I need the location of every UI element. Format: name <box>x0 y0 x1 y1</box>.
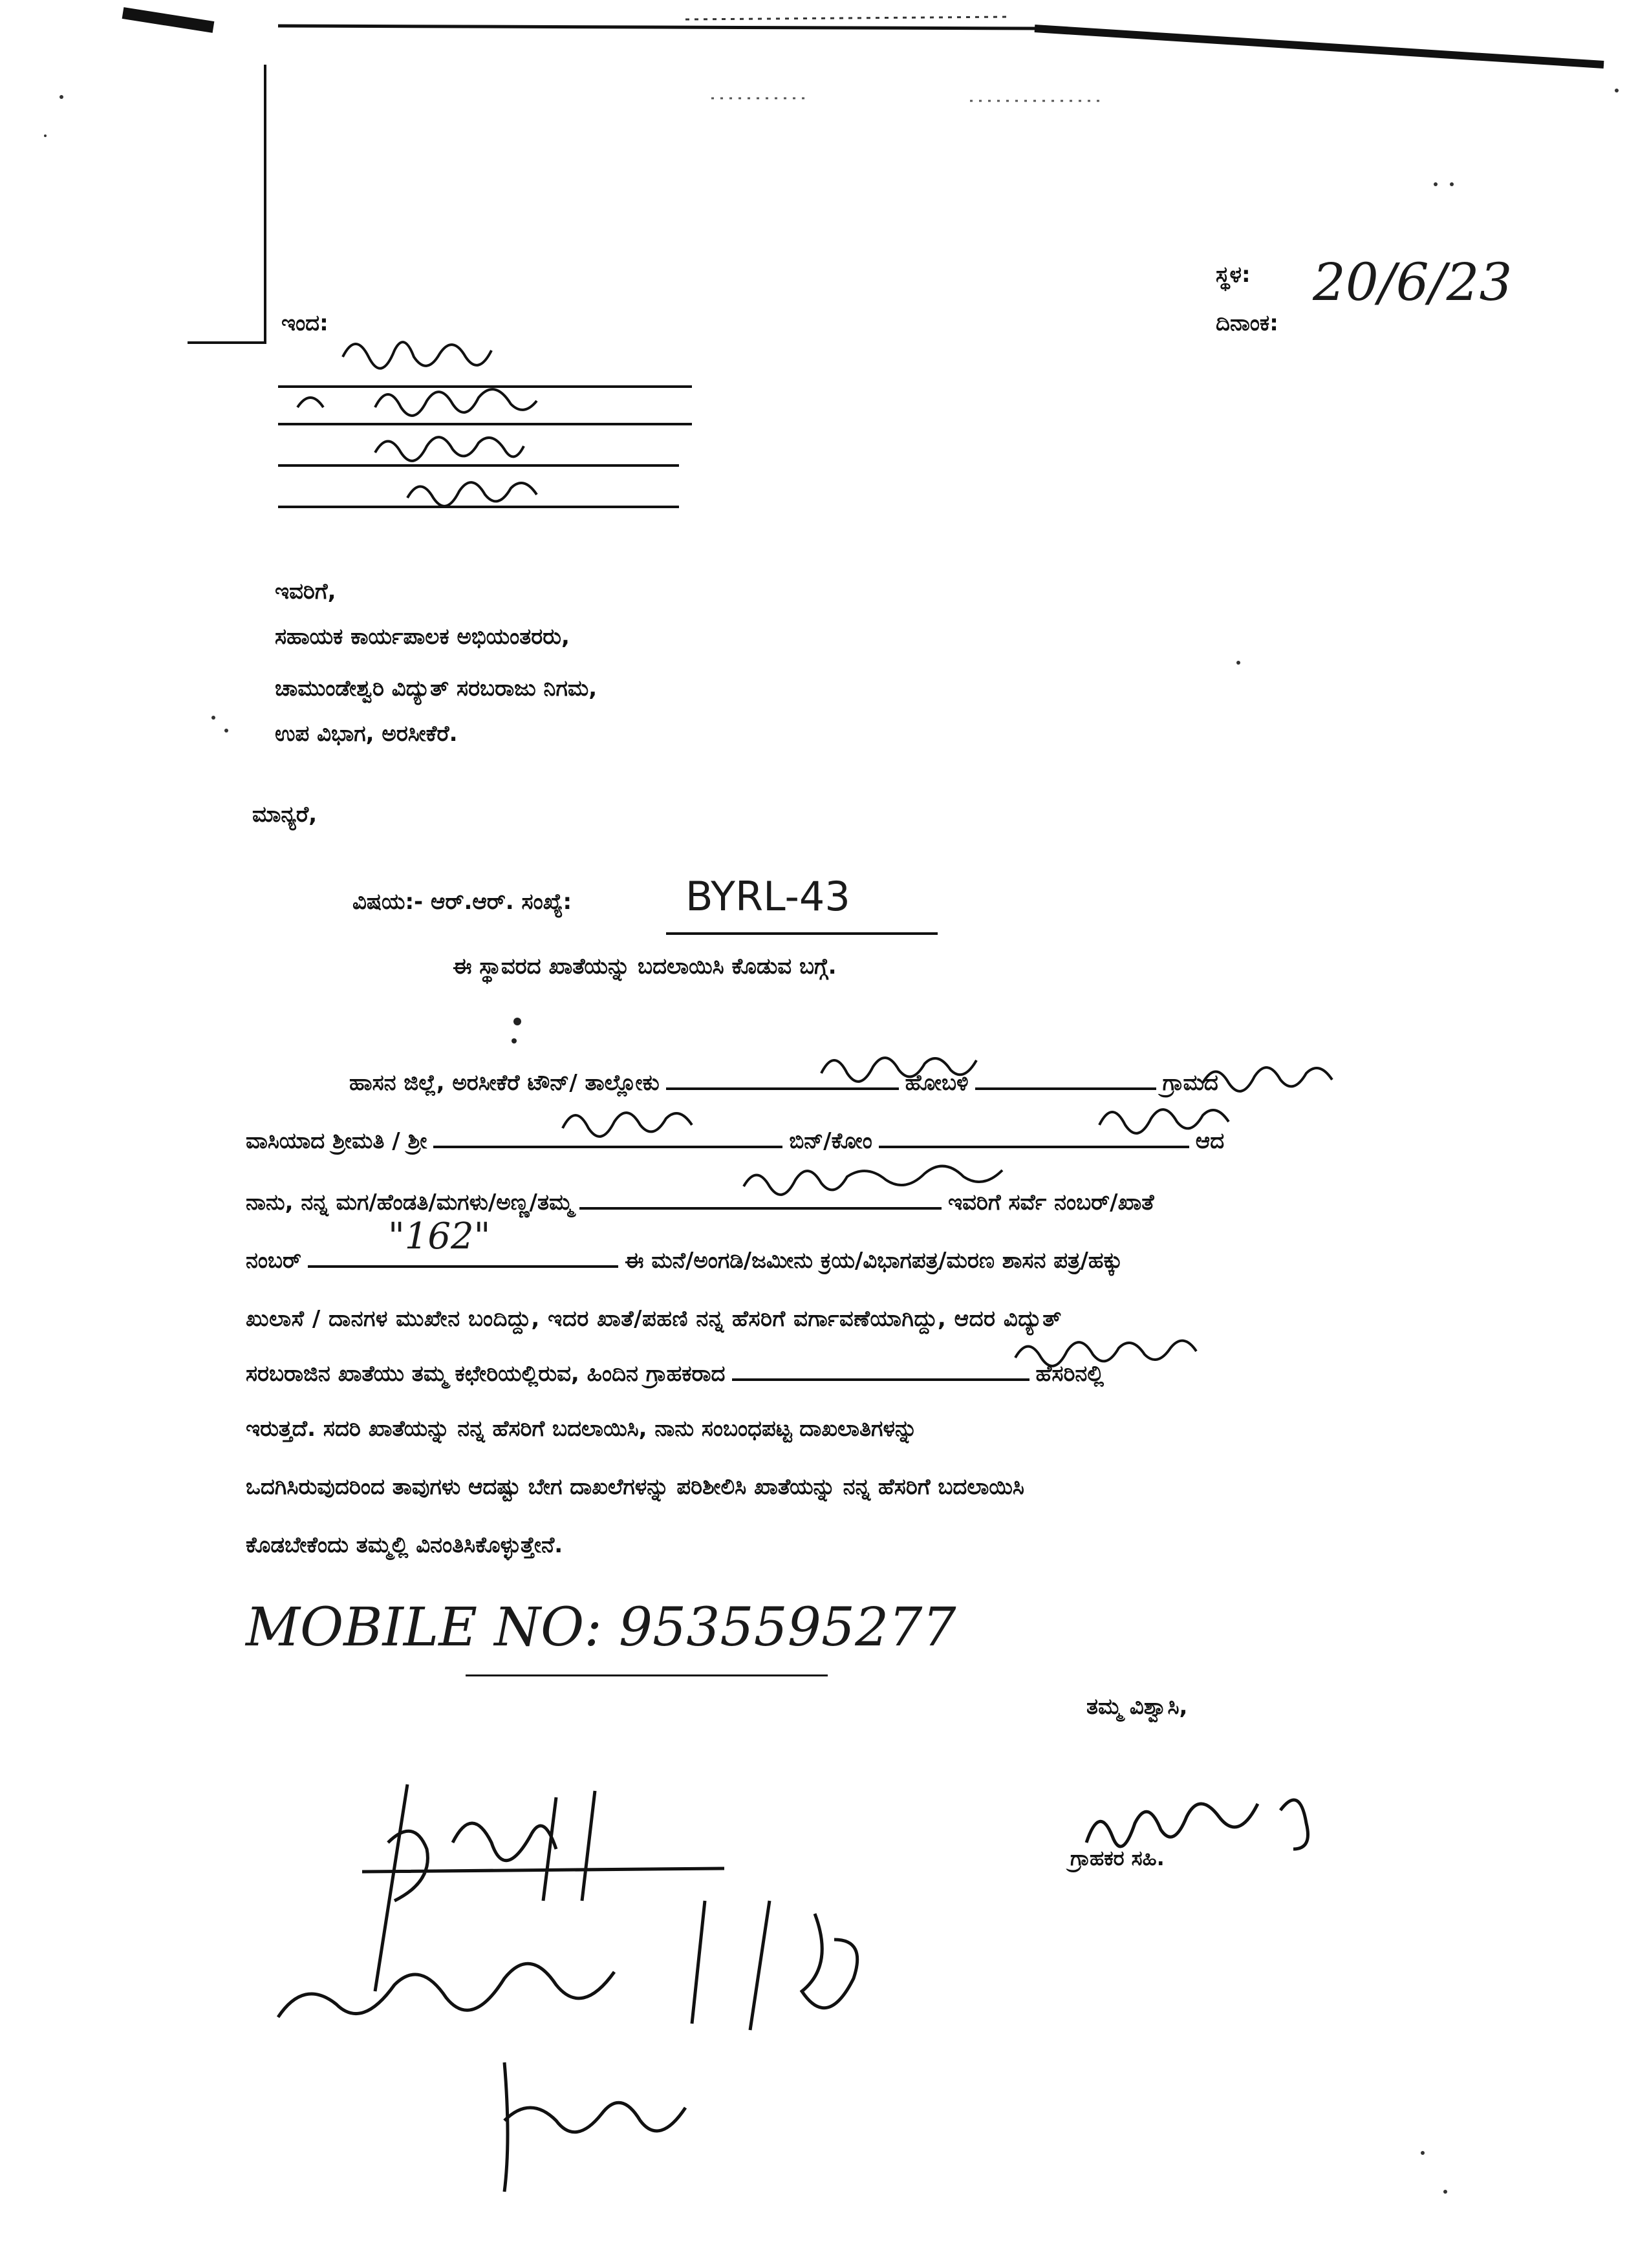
from-label: ಇಂದ: <box>281 310 329 336</box>
rr-number: BYRL-43 <box>685 873 850 920</box>
place-label: ಸ್ಥಳ: <box>1216 262 1251 288</box>
signature-label: ಗ್ರಾಹಕರ ಸಹಿ. <box>1070 1846 1165 1870</box>
to-line-2: ಚಾಮುಂಡೇಶ್ವರಿ ವಿದ್ಯುತ್ ಸರಬರಾಜು ನಿಗಮ, <box>275 676 598 701</box>
date-value: 20/6/23 <box>1313 252 1513 312</box>
subject-label: ವಿಷಯ:- ಆರ್.ಆರ್. ಸಂಖ್ಯೆ: <box>352 889 572 915</box>
to-line-1: ಸಹಾಯಕ ಕಾರ್ಯಪಾಲಕ ಅಭಿಯಂತರರು, <box>275 624 570 650</box>
body-line-3b: ಇವರಿಗೆ ಸರ್ವೆ ನಂಬರ್/ಖಾತೆ <box>947 1190 1154 1215</box>
body-line-7: ಇರುತ್ತದೆ. ಸದರಿ ಖಾತೆಯನ್ನು ನನ್ನ ಹೆಸರಿಗೆ ಬದಲಾಯಿಸಿ, ನಾನು ಸಂಬಂಧಪಟ್ಟ ದಾಖಲಾತಿಗಳನ್ನು <box>246 1416 918 1442</box>
body-line-5: ಖುಲಾಸೆ / ದಾನಗಳ ಮುಖೇನ ಬಂದಿದ್ದು, ಇದರ ಖಾತೆ/ಪಹಣಿ ನನ್ನ ಹೆಸರಿಗೆ ವರ್ಗಾವಣೆಯಾಗಿದ್ದು, ಆದರ ವಿದ್ಯುತ್ <box>246 1306 1062 1332</box>
survey-number-value: "162" <box>388 1215 491 1257</box>
body-line-2b: ಬಿನ್/ಕೋಂ <box>789 1128 872 1154</box>
body-line-3a: ನಾನು, ನನ್ನ ಮಗ/ಹೆಂಡತಿ/ಮಗಳು/ಅಣ್ಣ/ತಮ್ಮ <box>246 1190 573 1215</box>
date-label: ದಿನಾಂಕ: <box>1216 310 1278 336</box>
body-line-8: ಒದಗಿಸಿರುವುದರಿಂದ ತಾವುಗಳು ಆದಷ್ಟು ಬೇಗ ದಾಖಲೆಗಳನ್ನು ಪರಿಶೀಲಿಸಿ ಖಾತೆಯನ್ನು ನನ್ನ ಹೆಸರಿಗೆ ಬದಲಾಯಿಸಿ <box>246 1474 1024 1500</box>
body-line-2a: ವಾಸಿಯಾದ ಶ್ರೀಮತಿ / ಶ್ರೀ <box>246 1128 427 1154</box>
body-line-6a: ಸರಬರಾಜಿನ ಖಾತೆಯು ತಮ್ಮ ಕಛೇರಿಯಲ್ಲಿರುವ, ಹಿಂದಿನ ಗ್ರಾಹಕರಾದ <box>246 1361 726 1387</box>
body-line-2c: ಆದ <box>1195 1128 1225 1154</box>
body-line-1b: ಹೋಬಳಿ <box>905 1070 969 1096</box>
closing-yours: ತಮ್ಮ ವಿಶ್ವಾಸಿ, <box>1086 1694 1188 1720</box>
body-line-1c: ಗ್ರಾಮದ <box>1162 1070 1218 1096</box>
body-line-9: ಕೊಡಬೇಕೆಂದು ತಮ್ಮಲ್ಲಿ ವಿನಂತಿಸಿಕೊಳ್ಳುತ್ತೇನೆ. <box>246 1532 563 1558</box>
body-line-1a: ಹಾಸನ ಜಿಲ್ಲೆ, ಅರಸೀಕೆರೆ ಟೌನ್/ ತಾಲ್ಲೋಕು <box>349 1070 660 1096</box>
mobile-number: MOBILE NO: 9535595277 <box>246 1597 956 1658</box>
subject-line-2: ಈ ಸ್ಥಾವರದ ಖಾತೆಯನ್ನು ಬದಲಾಯಿಸಿ ಕೊಡುವ ಬಗ್ಗೆ. <box>453 954 837 979</box>
to-label: ಇವರಿಗೆ, <box>275 579 336 604</box>
body-line-6b: ಹೆಸರಿನಲ್ಲಿ <box>1035 1361 1105 1387</box>
salutation: ಮಾನ್ಯರೆ, <box>252 802 318 828</box>
to-line-3: ಉಪ ವಿಭಾಗ, ಅರಸೀಕೆರೆ. <box>275 721 458 747</box>
body-line-4a: ನಂಬರ್ <box>246 1248 301 1274</box>
body-line-4b: ಈ ಮನೆ/ಅಂಗಡಿ/ಜಮೀನು ಕ್ರಯ/ವಿಭಾಗಪತ್ರ/ಮರಣ ಶಾಸನ ಪತ್ರ/ಹಕ್ಕು <box>625 1248 1123 1274</box>
